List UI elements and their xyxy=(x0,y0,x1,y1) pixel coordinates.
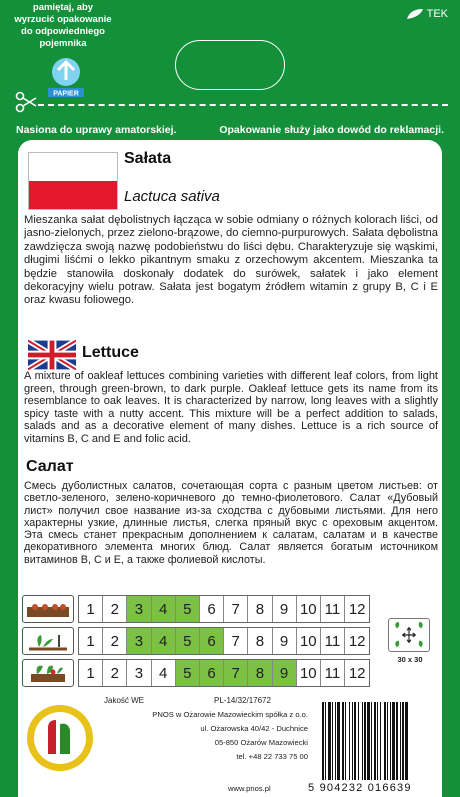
month-cell: 4 xyxy=(152,628,176,654)
month-cell: 2 xyxy=(103,628,127,654)
scissors-icon xyxy=(14,90,38,114)
month-cell: 3 xyxy=(127,628,151,654)
notices-bar xyxy=(0,120,460,142)
month-cell: 10 xyxy=(297,628,321,654)
month-cell: 9 xyxy=(273,660,297,686)
latin-name: Lactuca sativa xyxy=(124,188,220,205)
harvest-icon xyxy=(22,659,74,687)
month-cell: 10 xyxy=(297,660,321,686)
leaf-icon xyxy=(406,8,424,20)
month-cell: 4 xyxy=(152,596,176,622)
description-russian: Смесь дуболистных салатов, сочетающая сорта с разным цветом листьев: от светло-зеленого, зелено-коричневого до темно-фиолетового. Салат «Дубовый лист» получил свое название из-за сходства с дубовыми листьями. Для него характерны узкие, длинные листья, слегка пряный вкус с ореховым акцентом. Эта смесь станет прекрасным дополнением к салатам, салатам и в качестве декоративного элемента многих блюд. Салат является богатым источником витаминов B, C и E, а также фолиевой кислоты. xyxy=(24,480,438,566)
month-cell: 4 xyxy=(152,660,176,686)
month-grid xyxy=(78,627,370,655)
company-phone: tel. +48 22 733 75 00 xyxy=(236,752,308,761)
month-cell: 1 xyxy=(79,660,103,686)
month-cell: 5 xyxy=(176,660,200,686)
title-russian: Салат xyxy=(26,458,74,475)
cut-line xyxy=(38,104,448,106)
description-english: A mixture of oakleaf lettuces combining varieties with different leaf colors, from light green, through green-brown, to dark purple. Oakleaf lettuce gets its name from its resemblance to oak leaves. It is characterized by narrow, long leaves with a slightly spicy taste with a nutty accent. This mixture will be a perfect addition to salads, salads and as a decorative element of many dishes. Lettuce is a rich source of vitamins B, C and E and folic acid. xyxy=(24,370,438,445)
month-cell: 7 xyxy=(224,596,248,622)
recycle-line: pojemnika xyxy=(39,38,87,49)
month-cell: 1 xyxy=(79,628,103,654)
recycle-icon xyxy=(44,54,88,98)
month-cell: 9 xyxy=(273,628,297,654)
month-cell: 5 xyxy=(176,628,200,654)
company-address xyxy=(118,708,308,764)
month-cell: 6 xyxy=(200,628,224,654)
calendar-row-harvest xyxy=(22,659,384,687)
month-cell: 7 xyxy=(224,628,248,654)
month-cell: 3 xyxy=(127,596,151,622)
month-cell: 2 xyxy=(103,596,127,622)
notice-complaint: Opakowanie służy jako dowód do reklamacji. xyxy=(219,124,444,136)
title-english: Lettuce xyxy=(82,344,139,361)
month-grid xyxy=(78,595,370,623)
website-link[interactable]: www.pnos.pl xyxy=(228,784,271,793)
month-cell: 6 xyxy=(200,660,224,686)
recycle-line: do odpowiedniego xyxy=(21,26,105,37)
month-cell: 8 xyxy=(248,628,272,654)
month-cell: 2 xyxy=(103,660,127,686)
month-cell: 12 xyxy=(345,628,369,654)
month-cell: 6 xyxy=(200,596,224,622)
pnos-logo-icon xyxy=(26,704,94,772)
month-cell: 11 xyxy=(321,660,345,686)
month-grid xyxy=(78,659,370,687)
calendar-row-sowing xyxy=(22,595,384,623)
month-cell: 8 xyxy=(248,596,272,622)
month-cell: 9 xyxy=(273,596,297,622)
recycle-line: wyrzucić opakowanie xyxy=(14,14,112,25)
month-cell: 8 xyxy=(248,660,272,686)
month-cell: 12 xyxy=(345,596,369,622)
month-cell: 3 xyxy=(127,660,151,686)
month-cell: 11 xyxy=(321,596,345,622)
header-band xyxy=(0,0,460,125)
uk-flag-icon xyxy=(28,340,76,370)
brand-mark xyxy=(406,8,448,20)
company-street: ul. Ożarowska 40/42 - Duchnice xyxy=(200,724,308,733)
recycle-line: pamiętaj, aby xyxy=(32,2,94,13)
barcode-icon xyxy=(318,702,434,782)
month-cell: 12 xyxy=(345,660,369,686)
certificate-number: PL-14/32/17672 xyxy=(214,696,271,705)
polish-flag-icon xyxy=(28,152,118,210)
company-city: 05-850 Ożarów Mazowiecki xyxy=(214,738,308,747)
description-polish: Mieszanka sałat dębolistnych łącząca w sobie odmiany o różnych kolorach liści, od jasno-zielonych, przez zielono-brązowe, do ciemno-purpurowych. Sałata dębolistna zawdzięcza swoją nazwę podobieństwu do liści dębu. Charakteryzuje się wąskimi, długimi liśćmi o lekko pikantnym smaku z orzechowym akcentem. Mieszanka ta będzie stanowiła doskonały dodatek do surówek, sałatek i jako element dekoracyjny wielu potraw. Sałata jest bogatym źródłem witamin z grupy B, C i E oraz kwasu foliowego. xyxy=(24,214,438,307)
barcode-number: 5 904232 016639 xyxy=(308,782,412,794)
month-cell: 10 xyxy=(297,596,321,622)
month-cell: 5 xyxy=(176,596,200,622)
seed-packet-card xyxy=(18,140,442,797)
month-cell: 1 xyxy=(79,596,103,622)
company-name: PNOS w Ożarowie Mazowieckim spółka z o.o. xyxy=(152,710,308,719)
calendar-row-planting xyxy=(22,627,384,655)
quality-label: Jakość WE xyxy=(104,696,145,705)
brand-name: TEK xyxy=(426,8,448,20)
month-cell: 11 xyxy=(321,628,345,654)
notice-amateur: Nasiona do uprawy amatorskiej. xyxy=(16,124,177,136)
footer xyxy=(18,688,442,797)
planting-icon xyxy=(22,627,74,655)
title-polish: Sałata xyxy=(124,150,172,167)
plant-spacing-icon xyxy=(388,618,430,652)
spacing-label: 30 x 30 xyxy=(397,655,423,664)
recycle-note xyxy=(8,2,118,50)
month-cell: 7 xyxy=(224,660,248,686)
recycle-logo-text: PAPIER xyxy=(53,90,79,98)
hang-hole xyxy=(175,40,285,90)
sowing-tray-icon xyxy=(22,595,74,623)
